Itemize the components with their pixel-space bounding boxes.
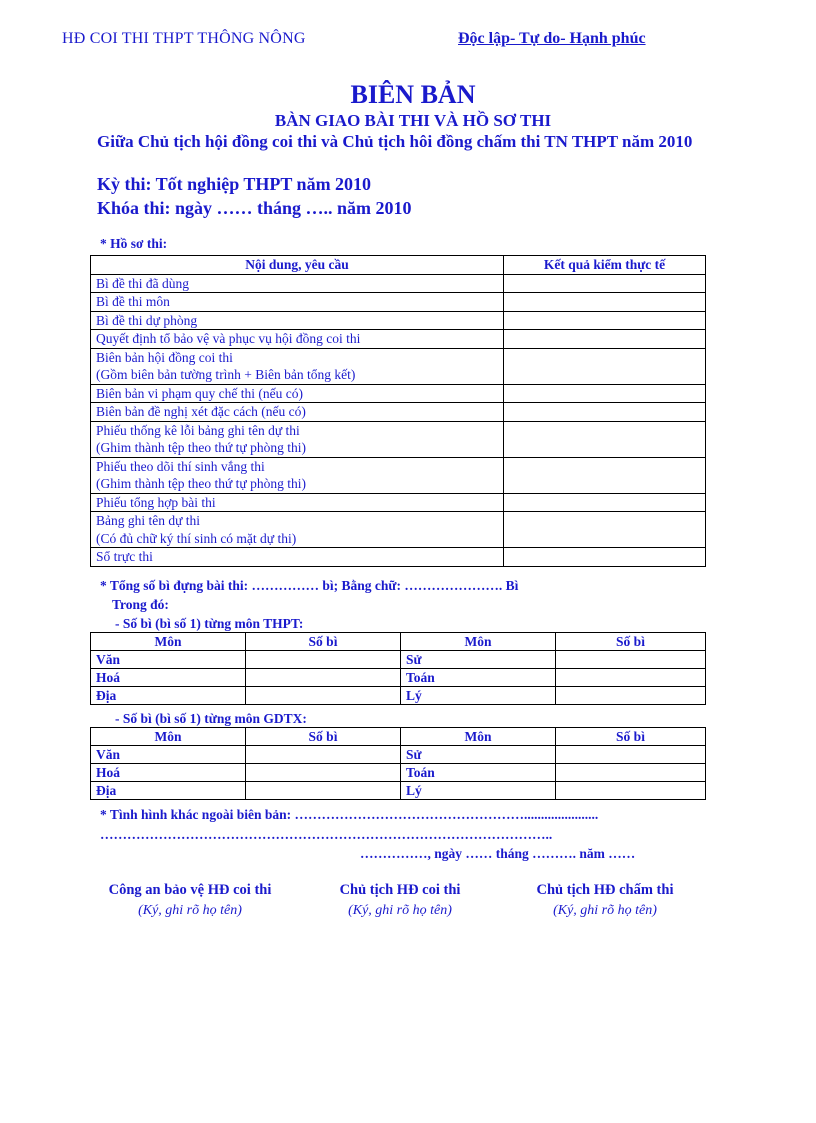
row-result-cell[interactable] — [504, 493, 706, 512]
table-row — [91, 651, 706, 669]
signature-grading-chair — [505, 882, 705, 919]
document-title: BIÊN BẢN — [350, 80, 476, 109]
row-content: Phiếu theo dõi thí sinh vắng thi (Ghim thành tệp theo thứ tự phòng thi) — [91, 457, 504, 493]
subject-cell: Sử — [401, 651, 556, 669]
row-result-cell[interactable] — [504, 330, 706, 349]
council-name: HĐ COI THI THPT THÔNG NÔNG — [62, 30, 306, 47]
gdtx-subject-table — [90, 727, 706, 800]
count-cell[interactable] — [556, 669, 706, 687]
row-content: Sổ trực thi — [91, 548, 504, 567]
subject-cell: Hoá — [91, 669, 246, 687]
count-cell[interactable] — [556, 651, 706, 669]
count-cell[interactable] — [556, 746, 706, 764]
row-result-cell[interactable] — [504, 548, 706, 567]
count-cell[interactable] — [246, 669, 401, 687]
subject-cell: Địa — [91, 687, 246, 705]
row-result-cell[interactable] — [504, 348, 706, 384]
thpt-envelopes-label: - Số bì (bì số 1) từng môn THPT: — [115, 616, 304, 631]
signature-note: (Ký, ghi rõ họ tên) — [348, 903, 452, 918]
subject-cell: Văn — [91, 651, 246, 669]
column-header-subject: Môn — [91, 728, 246, 746]
records-label: * Hồ sơ thi: — [100, 236, 168, 251]
table-header-row — [91, 256, 706, 275]
records-table — [90, 255, 706, 567]
motto: Độc lập- Tự do- Hạnh phúc — [458, 30, 646, 47]
subject-cell: Văn — [91, 746, 246, 764]
row-content: Bảng ghi tên dự thi (Có đủ chữ ký thí sinh có mặt dự thi) — [91, 512, 504, 548]
row-result-cell[interactable] — [504, 274, 706, 293]
signature-note: (Ký, ghi rõ họ tên) — [138, 903, 242, 918]
table-row — [91, 330, 706, 349]
count-cell[interactable] — [246, 651, 401, 669]
table-row — [91, 548, 706, 567]
table-row — [91, 421, 706, 457]
table-row — [91, 384, 706, 403]
subject-cell: Địa — [91, 782, 246, 800]
column-header-result: Kết quả kiểm thực tế — [504, 256, 706, 275]
row-result-cell[interactable] — [504, 457, 706, 493]
count-cell[interactable] — [556, 764, 706, 782]
exam-date: Khóa thi: ngày …… tháng ….. năm 2010 — [97, 198, 412, 218]
table-row — [91, 274, 706, 293]
row-result-cell[interactable] — [504, 384, 706, 403]
subject-cell: Hoá — [91, 764, 246, 782]
exam-name: Kỳ thi: Tốt nghiệp THPT năm 2010 — [97, 174, 372, 194]
row-content: Bì đề thi môn — [91, 293, 504, 312]
table-row — [91, 746, 706, 764]
subject-cell: Lý — [401, 687, 556, 705]
column-header-count: Số bì — [246, 728, 401, 746]
table-row — [91, 782, 706, 800]
table-header-row — [91, 728, 706, 746]
subject-cell: Lý — [401, 782, 556, 800]
other-notes-continuation: ……………………………………………………………………………………….. — [100, 827, 553, 842]
breakdown-label: Trong đó: — [112, 597, 169, 612]
row-result-cell[interactable] — [504, 403, 706, 422]
signature-title: Chủ tịch HĐ chấm thi — [536, 882, 674, 898]
row-content: Phiếu thống kê lỗi bảng ghi tên dự thi (Ghim thành tệp theo thứ tự phòng thi) — [91, 421, 504, 457]
other-notes-line: * Tình hình khác ngoài biên bản: ……………………………………………...................... — [100, 807, 599, 822]
table-row — [91, 764, 706, 782]
subject-cell: Toán — [401, 669, 556, 687]
document-subtitle: BÀN GIAO BÀI THI VÀ HỒ SƠ THI — [274, 111, 552, 130]
row-result-cell[interactable] — [504, 421, 706, 457]
column-header-subject: Môn — [401, 633, 556, 651]
column-header-subject: Môn — [401, 728, 556, 746]
count-cell[interactable] — [556, 782, 706, 800]
subject-cell: Toán — [401, 764, 556, 782]
row-result-cell[interactable] — [504, 311, 706, 330]
column-header-subject: Môn — [91, 633, 246, 651]
row-content: Bì đề thi dự phòng — [91, 311, 504, 330]
row-result-cell[interactable] — [504, 293, 706, 312]
column-header-content: Nội dung, yêu cầu — [91, 256, 504, 275]
row-content: Biên bản đề nghị xét đặc cách (nếu có) — [91, 403, 504, 422]
total-envelopes-line: * Tổng số bì đựng bài thi: …………… bì; Bằng chữ: …………………. Bì — [100, 578, 519, 593]
row-result-cell[interactable] — [504, 512, 706, 548]
table-row — [91, 311, 706, 330]
row-content: Phiếu tổng hợp bài thi — [91, 493, 504, 512]
table-row — [91, 293, 706, 312]
table-row — [91, 669, 706, 687]
table-row — [91, 687, 706, 705]
count-cell[interactable] — [246, 746, 401, 764]
count-cell[interactable] — [246, 764, 401, 782]
table-row — [91, 403, 706, 422]
row-content: Biên bản hội đồng coi thi (Gồm biên bản tường trình + Biên bản tổng kết) — [91, 348, 504, 384]
table-row — [91, 348, 706, 384]
table-row — [91, 457, 706, 493]
column-header-count: Số bì — [246, 633, 401, 651]
gdtx-envelopes-label: - Số bì (bì số 1) từng môn GDTX: — [115, 711, 307, 726]
count-cell[interactable] — [556, 687, 706, 705]
thpt-subject-table — [90, 632, 706, 705]
table-header-row — [91, 633, 706, 651]
signature-invigilation-chair — [300, 882, 500, 919]
column-header-count: Số bì — [556, 728, 706, 746]
table-row — [91, 512, 706, 548]
count-cell[interactable] — [246, 687, 401, 705]
date-line: ……………, ngày …… tháng ………. năm …… — [360, 846, 636, 861]
row-content: Quyết định tổ bảo vệ và phục vụ hội đồng coi thi — [91, 330, 504, 349]
signature-title: Công an bảo vệ HĐ coi thi — [108, 882, 272, 898]
count-cell[interactable] — [246, 782, 401, 800]
table-row — [91, 493, 706, 512]
column-header-count: Số bì — [556, 633, 706, 651]
signature-title: Chủ tịch HĐ coi thi — [339, 882, 461, 898]
row-content: Bì đề thi đã dùng — [91, 274, 504, 293]
document-subtitle-parties: Giữa Chủ tịch hội đồng coi thi và Chủ tịch hôi đồng chấm thi TN THPT năm 2010 — [97, 132, 693, 151]
row-content: Biên bản vi phạm quy chế thi (nếu có) — [91, 384, 504, 403]
signature-police — [90, 882, 290, 919]
subject-cell: Sử — [401, 746, 556, 764]
signature-note: (Ký, ghi rõ họ tên) — [553, 903, 657, 918]
